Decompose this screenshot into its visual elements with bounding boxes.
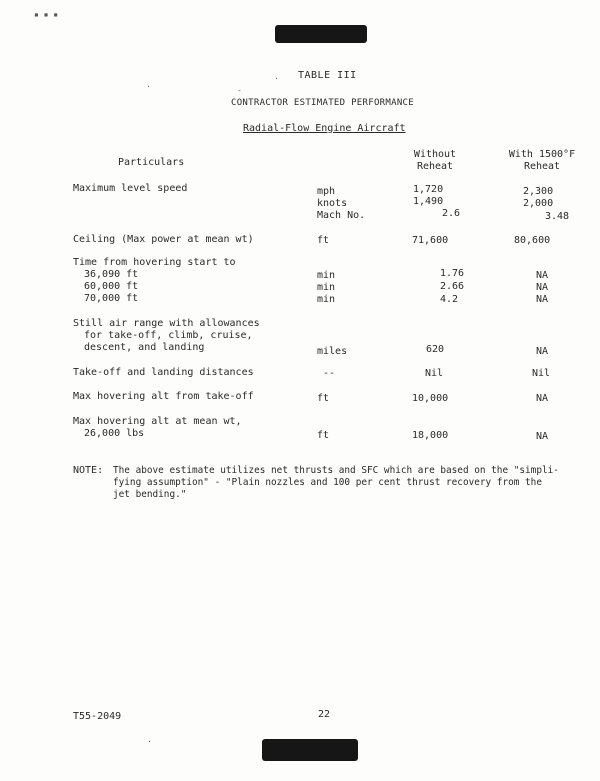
column-header-particulars: Particulars <box>118 157 185 168</box>
stray-mark: · <box>146 82 151 91</box>
value-with-reheat: NA <box>536 282 549 293</box>
row-unit: knots <box>317 198 348 209</box>
row-label: Still air range with allowances <box>73 318 260 329</box>
value-without-reheat: Nil <box>425 368 444 379</box>
value-with-reheat: NA <box>536 270 549 281</box>
row-unit: Mach No. <box>317 210 366 221</box>
value-without-reheat: 71,600 <box>412 235 449 246</box>
value-with-reheat: 80,600 <box>514 235 551 246</box>
row-label: Max hovering alt at mean wt, <box>73 416 242 427</box>
document-id: T55-2049 <box>73 711 122 722</box>
corner-marks: ▪ ▪ ▪ <box>34 10 59 19</box>
value-without-reheat: 18,000 <box>412 430 449 441</box>
table-label: TABLE III <box>298 70 357 81</box>
column-header-with-reheat: With 1500°F Reheat <box>508 149 576 172</box>
row-unit: ft <box>317 235 330 246</box>
stray-mark: - <box>237 86 242 95</box>
value-with-reheat: NA <box>536 294 549 305</box>
row-unit: min <box>317 282 336 293</box>
row-label: for take-off, climb, cruise, <box>84 330 253 341</box>
note-label: NOTE: <box>73 465 104 476</box>
row-label: descent, and landing <box>84 342 205 353</box>
value-with-reheat: 3.48 <box>545 211 570 222</box>
value-without-reheat: 1,490 <box>413 196 444 207</box>
column-header-without-reheat: Without Reheat <box>413 149 457 172</box>
value-with-reheat: NA <box>536 393 549 404</box>
value-with-reheat: NA <box>536 431 549 442</box>
row-unit: ft <box>317 430 330 441</box>
stray-mark: . <box>274 72 279 81</box>
stray-mark: · <box>147 737 152 746</box>
value-with-reheat: 2,300 <box>523 186 554 197</box>
row-label: Maximum level speed <box>73 183 188 194</box>
row-unit: -- <box>323 368 336 379</box>
value-with-reheat: 2,000 <box>523 198 554 209</box>
value-without-reheat: 1.76 <box>440 268 465 279</box>
value-with-reheat: NA <box>536 346 549 357</box>
row-unit: min <box>317 294 336 305</box>
note-line: The above estimate utilizes net thrusts and SFC which are based on the "simpli- <box>113 465 559 476</box>
row-unit: miles <box>317 346 348 357</box>
row-label: Ceiling (Max power at mean wt) <box>73 234 254 245</box>
row-label: 70,000 ft <box>84 293 139 304</box>
row-label: Take-off and landing distances <box>73 367 254 378</box>
row-label: Max hovering alt from take-off <box>73 391 254 402</box>
row-label: Time from hovering start to <box>73 257 236 268</box>
row-label: 60,000 ft <box>84 281 139 292</box>
row-unit: ft <box>317 393 330 404</box>
note-line: jet bending." <box>113 489 187 500</box>
value-without-reheat: 4.2 <box>440 294 459 305</box>
value-without-reheat: 2.66 <box>440 281 465 292</box>
value-without-reheat: 620 <box>426 344 445 355</box>
row-label: 36,090 ft <box>84 269 139 280</box>
redaction-bar-bottom <box>262 739 358 761</box>
value-without-reheat: 1,720 <box>413 184 444 195</box>
value-with-reheat: Nil <box>532 368 551 379</box>
note-line: fying assumption" - "Plain nozzles and 100 per cent thrust recovery from the <box>113 477 542 488</box>
row-label: 26,000 lbs <box>84 428 145 439</box>
row-unit: mph <box>317 186 336 197</box>
value-without-reheat: 10,000 <box>412 393 449 404</box>
row-unit: min <box>317 270 336 281</box>
value-without-reheat: 2.6 <box>442 208 461 219</box>
page-number: 22 <box>318 709 331 720</box>
table-subtitle: CONTRACTOR ESTIMATED PERFORMANCE <box>231 98 414 108</box>
table-heading: Radial-Flow Engine Aircraft <box>243 123 406 134</box>
redaction-bar-top <box>275 25 367 43</box>
